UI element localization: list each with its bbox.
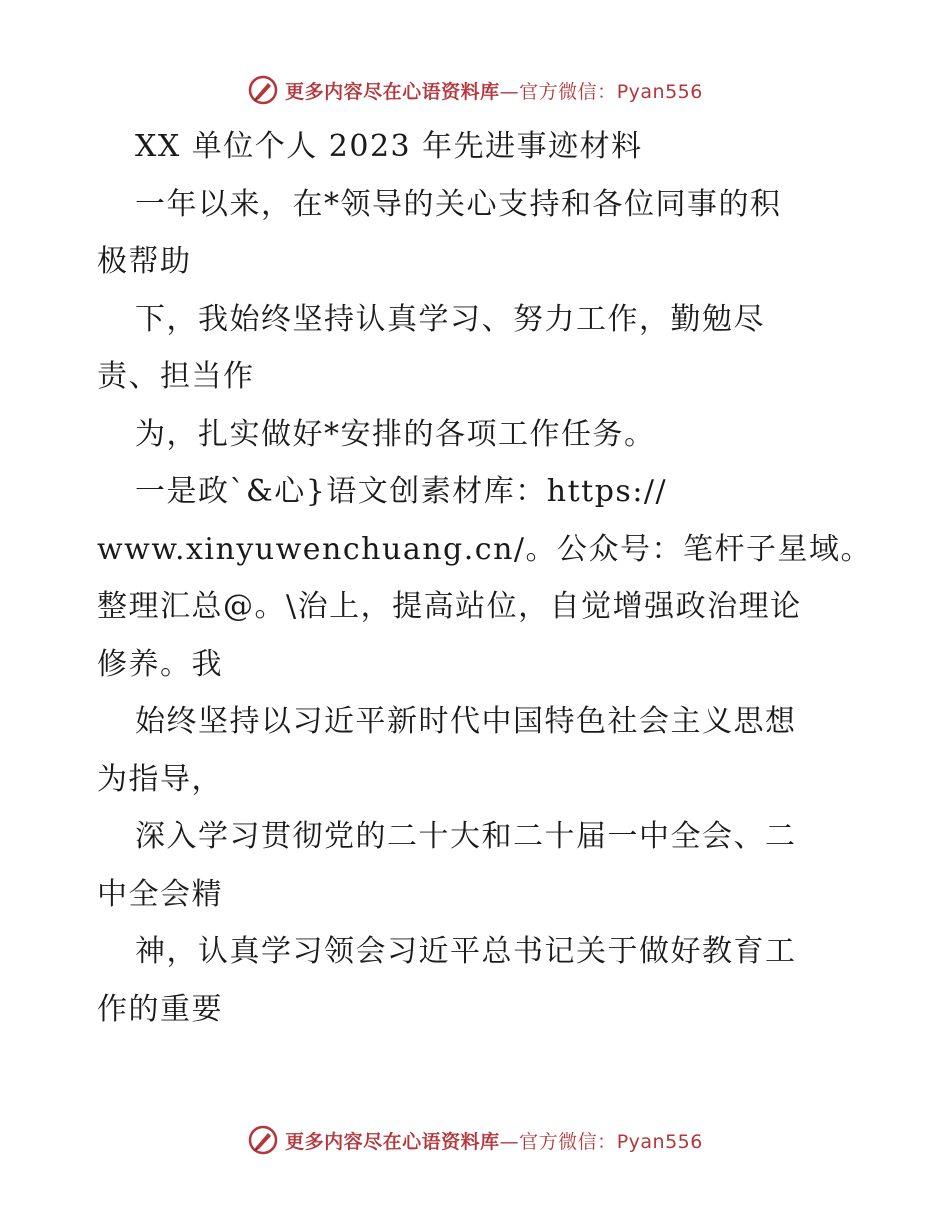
footer-banner-text [285,1127,703,1154]
footer-banner [0,1120,950,1160]
document-body [97,118,872,1038]
document-line: 深入学习贯彻党的二十大和二十届一中全会、二 [135,819,797,854]
header-wechat-id: Pyan556 [616,80,703,103]
header-banner-title: 更多内容尽在心语资料库 [285,80,500,103]
document-line: 始终坚持以习近平新时代中国特色社会主义思想 [135,704,797,739]
document-line: 修养。我 [97,646,223,682]
document-line: 整理汇总@。\治上，提高站位，自觉增强政治理论 [97,589,802,624]
document-line: www.xinyuwenchuang.cn/。公众号：笔杆子星域。 [97,531,872,567]
document-line: 作的重要 [97,991,223,1027]
document-line: 一是政`&心}语文创素材库：https:// [135,474,668,509]
header-banner [0,70,950,110]
header-wechat-label: 官方微信： [519,80,617,103]
document-line: 为，扎实做好*安排的各项工作任务。 [135,416,656,452]
pen-logo-icon [247,1124,279,1156]
footer-banner-title: 更多内容尽在心语资料库 [285,1130,500,1153]
footer-wechat-label: 官方微信： [519,1130,617,1153]
document-line: 极帮助 [97,244,192,279]
footer-wechat-id: Pyan556 [616,1130,703,1153]
header-separator: — [499,80,520,103]
document-line: 责、担当作 [97,359,255,394]
document-line: XX 单位个人 2023 年先进事迹材料 [135,129,643,164]
document-line: 为指导， [97,761,223,797]
document-line: 一年以来，在*领导的关心支持和各位同事的积 [135,186,782,222]
document-line: 中全会精 [97,876,223,912]
header-banner-text [285,77,703,104]
pen-logo-icon [247,74,279,106]
document-line: 下，我始终坚持认真学习、努力工作，勤勉尽 [135,301,765,337]
document-line: 神，认真学习领会习近平总书记关于做好教育工 [135,934,797,969]
footer-separator: — [499,1130,520,1153]
